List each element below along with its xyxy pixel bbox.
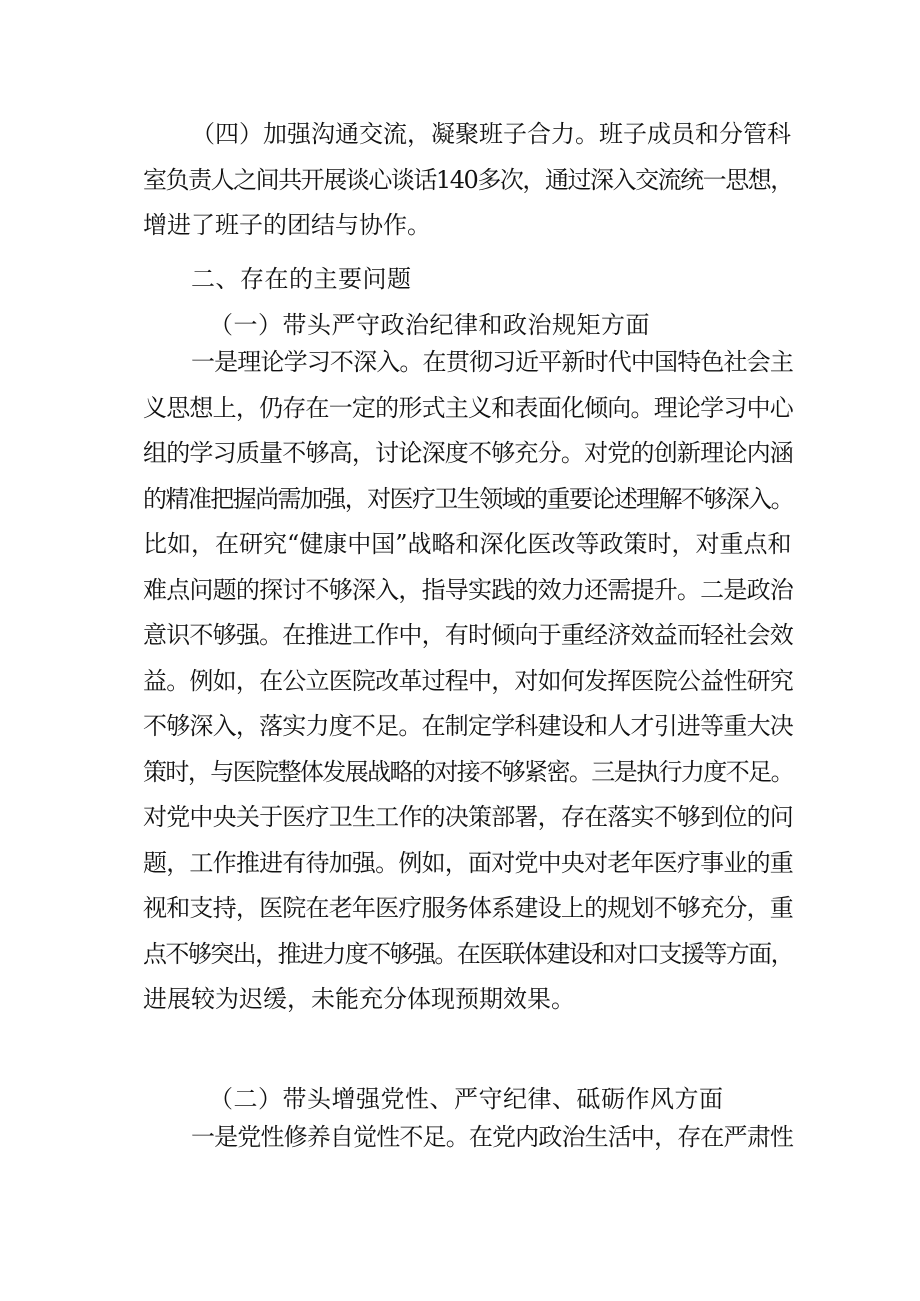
paragraph-one-line: 点不够突出，推进力度不够强。在医联体建设和对口支援等方面， [143,939,793,968]
paragraph-one-line: 对党中央关于医疗卫生工作的决策部署，存在落实不够到位的问 [143,803,793,831]
paragraph-one-line: 的精准把握尚需加强，对医疗卫生领域的重要论述理解不够深入。 [143,484,793,513]
subsection-one-title: （一）带头严守政治纪律和政治规矩方面 [209,311,650,339]
paragraph-one-line: 组的学习质量不够高，讨论深度不够充分。对党的创新理论内涵 [143,439,793,467]
paragraph-one-line: 益。例如，在公立医院改革过程中，对如何发挥医院公益性研究 [143,666,793,695]
paragraph-four [143,112,793,249]
paragraph-one [143,340,793,1023]
paragraph-one-line: 比如，在研究“健康中国”战略和深化医改等政策时，对重点和 [143,530,792,558]
section-two-title: 二、存在的主要问题 [191,265,412,293]
paragraph-four-line-3: 增进了班子的团结与协作。 [143,211,431,239]
paragraph-one-line: 策时，与医院整体发展战略的对接不够紧密。三是执行力度不足。 [143,757,793,786]
paragraph-one-line: 不够深入，落实力度不足。在制定学科建设和人才引进等重大决 [143,712,793,740]
paragraph-two [143,1115,793,1161]
paragraph-one-line: 意识不够强。在推进工作中，有时倾向于重经济效益而轻社会效 [143,621,793,649]
paragraph-two-line: 一是党性修养自觉性不足。在党内政治生活中，存在严肃性 [191,1123,793,1151]
paragraph-four-line-2: 室负责人之间共开展谈心谈话140多次，通过深入交流统一思想， [143,165,793,194]
paragraph-one-line: 一是理论学习不深入。在贯彻习近平新时代中国特色社会主 [191,348,793,376]
subsection-two-title: （二）带头增强党性、严守纪律、砥砺作风方面 [209,1085,724,1113]
paragraph-one-line: 题，工作推进有待加强。例如，面对党中央对老年医疗事业的重 [143,848,793,877]
paragraph-one-line: 进展较为迟缓，未能充分体现预期效果。 [143,985,575,1013]
paragraph-four-line-1: （四）加强沟通交流，凝聚班子合力。班子成员和分管科 [191,120,791,148]
paragraph-one-line: 义思想上，仍存在一定的形式主义和表面化倾向。理论学习中心 [143,393,793,422]
paragraph-one-line: 难点问题的探讨不够深入，指导实践的效力还需提升。二是政治 [143,575,793,604]
paragraph-one-line: 视和支持，医院在老年医疗服务体系建设上的规划不够充分，重 [143,894,793,922]
